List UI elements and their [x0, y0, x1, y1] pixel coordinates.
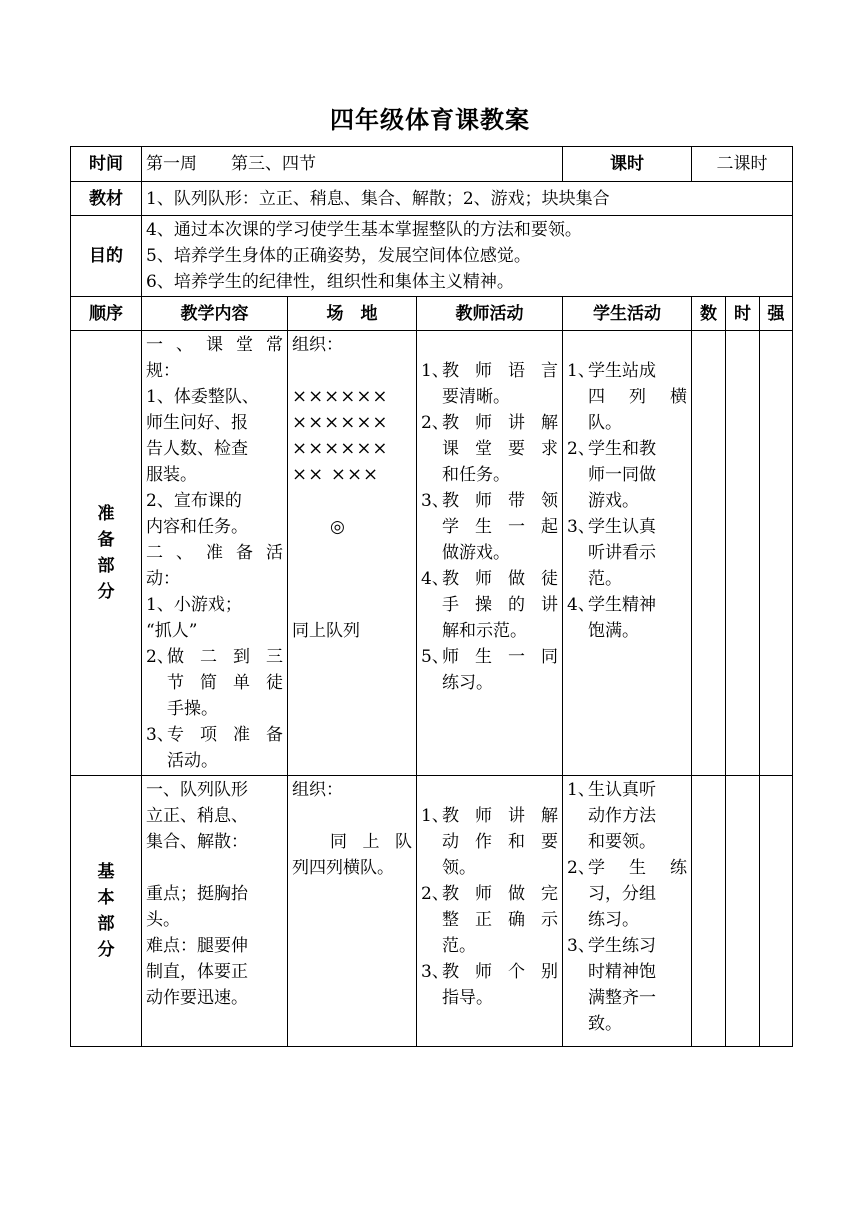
formation-row: ×××××× [292, 412, 389, 433]
prep-time-cell [726, 331, 760, 776]
time-row [71, 147, 793, 182]
basic-count-cell [692, 776, 726, 1047]
material-label: 教材 [71, 182, 142, 216]
basic-section-row [71, 776, 793, 1047]
prep-content: 一、课堂常 规： 1、体委整队、 师生问好、报 告人数、检查 服装。 2、宣布课的 内容和任务。 二、准备活 动： 1、小游戏； “抓人” 2、 做二到三 节简单徒 手操。 3、 专项准备 活动。 [142, 331, 288, 776]
basic-intensity-cell [760, 776, 793, 1047]
column-header: 学生活动 [563, 297, 692, 331]
prep-count-cell [692, 331, 726, 776]
teacher-position-icon: ◎ [330, 517, 345, 537]
goal-row [71, 216, 793, 297]
column-header: 时 [726, 297, 760, 331]
column-header: 顺序 [71, 297, 142, 331]
formation-row: ×××××× [292, 386, 389, 407]
goal-item: 4、通过本次课的学习使学生基本掌握整队的方法和要领。 [146, 220, 582, 240]
goal-label: 目的 [71, 216, 142, 297]
prep-section-row [71, 331, 793, 776]
basic-content: 一、队列队形 立正、稍息、 集合、解散： 重点；挺胸抬 头。 难点：腿要伸 制直，体要正 动作要迅速。 [142, 776, 288, 1047]
column-header-row [71, 297, 793, 331]
page-title: 四年级体育课教案 [330, 106, 530, 134]
basic-venue: 组织： 同上队 列四列横队。 [288, 776, 417, 1047]
prep-teacher-activity: 1、 教师语言 要清晰。 2、 教师讲解 课堂要求 和任务。 3、 教师带领 学生一起 做游戏。 4、 教师做徒 手操的讲 解和示范。 5、 师生一同 练习。 [417, 331, 563, 776]
column-header: 场 地 [288, 297, 417, 331]
column-header: 数 [692, 297, 726, 331]
time-label: 时间 [71, 147, 142, 182]
basic-teacher-activity: 1、 教师讲解 动作和要 领。 2、 教师做完 整正确示 范。 3、 教师个别 指导。 [417, 776, 563, 1047]
prep-venue: 组织： ×××××× ×××××× ×××××× ×× ××× ◎ 同上队列 [288, 331, 417, 776]
column-header: 教师活动 [417, 297, 563, 331]
goal-item: 5、培养学生身体的正确姿势，发展空间体位感觉。 [146, 246, 531, 266]
prep-student-activity: 1、 学生站成 四列横 队。 2、 学生和教 师一同做 游戏。 3、 学生认真 听讲看示 范。 4、 学生精神 饱满。 [563, 331, 692, 776]
goal-list [142, 216, 793, 297]
formation-row: ×××××× [292, 438, 389, 459]
material-value: 1、队列队形：立正、稍息、集合、解散；2、游戏；块块集合 [142, 182, 793, 216]
time-value: 第一周 第三、四节 [142, 147, 563, 182]
basic-student-activity: 1、 生认真听 动作方法 和要领。 2、 学生练 习，分组 练习。 3、 学生练习 时精神饱 满整齐一 致。 [563, 776, 692, 1047]
column-header: 强 [760, 297, 793, 331]
goal-item: 6、培养学生的纪律性，组织性和集体主义精神。 [146, 272, 514, 292]
column-header: 教学内容 [142, 297, 288, 331]
basic-time-cell [726, 776, 760, 1047]
prep-section-label: 准 备 部 分 [71, 331, 142, 776]
basic-section-label: 基 本 部 分 [71, 776, 142, 1047]
period-value: 二课时 [692, 147, 793, 182]
period-label: 课时 [563, 147, 692, 182]
lesson-plan-table [70, 146, 793, 1047]
prep-intensity-cell [760, 331, 793, 776]
formation-row: ×× ××× [292, 464, 380, 485]
material-row [71, 182, 793, 216]
